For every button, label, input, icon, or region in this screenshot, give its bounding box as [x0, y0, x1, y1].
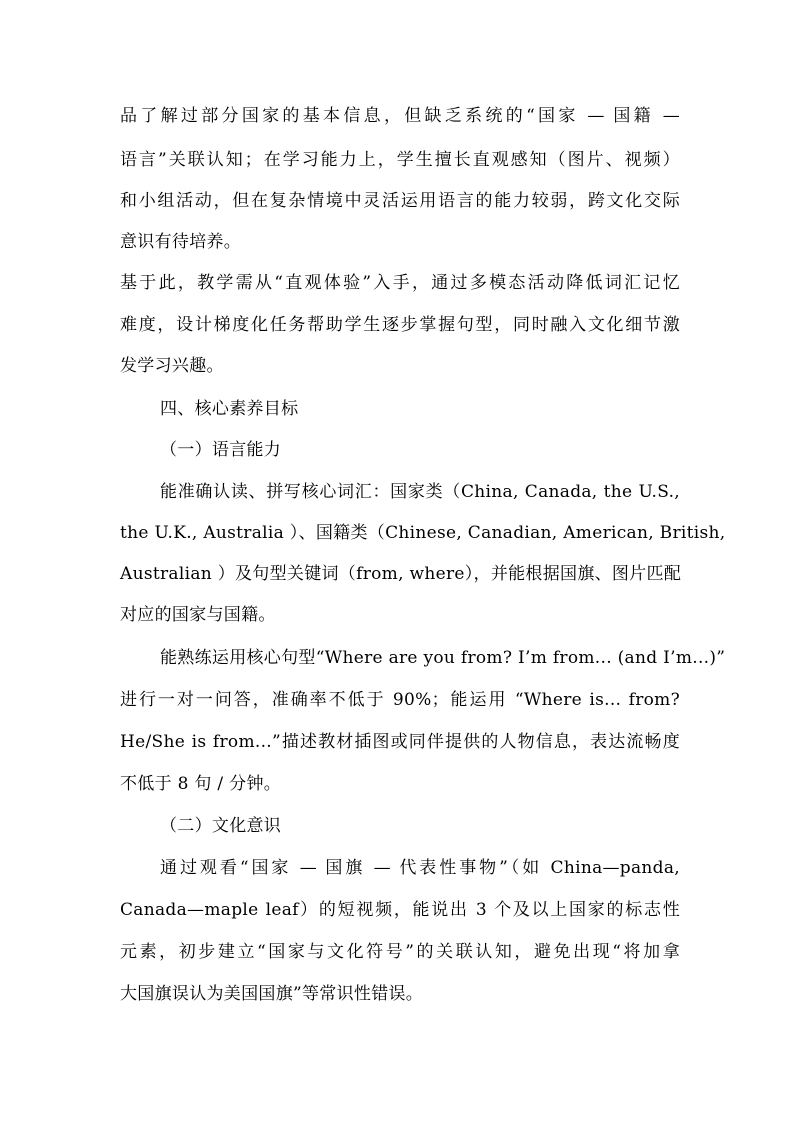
text-line: the U.K., Australia ）、国籍类（Chinese, Canadian, American, British, [120, 523, 726, 543]
text-line: 意识有待培养。 [120, 232, 242, 252]
text-line: 能准确认读、拼写核心词汇：国家类（China, Canada, the U.S., [160, 482, 680, 502]
text-line: 能熟练运用核心句型“Where are you from? I’m from... (and I’m...)” [160, 648, 726, 668]
text-line: 发学习兴趣。 [120, 356, 224, 376]
subsection-heading: （一）语言能力 [160, 440, 282, 460]
text-line: 元素，初步建立“国家与文化符号”的关联认知，避免出现“将加拿 [120, 942, 680, 962]
text-line: 难度，设计梯度化任务帮助学生逐步掌握句型，同时融入文化细节激 [120, 315, 680, 335]
text-line: 对应的国家与国籍。 [120, 605, 276, 625]
text-line: 通过观看“国家 — 国旗 — 代表性事物”（如 China—panda, [160, 858, 680, 878]
text-line: 语言”关联认知；在学习能力上，学生擅长直观感知（图片、视频） [120, 150, 680, 170]
text-line: 大国旗误认为美国国旗”等常识性错误。 [120, 984, 424, 1004]
subsection-heading: （二）文化意识 [160, 816, 282, 836]
text-line: Australian ）及句型关键词（from, where），并能根据国旗、图片匹配 [120, 564, 682, 584]
text-line: 和小组活动，但在复杂情境中灵活运用语言的能力较弱，跨文化交际 [120, 191, 680, 211]
text-line: 不低于 8 句 / 分钟。 [120, 774, 282, 794]
text-line: 基于此，教学需从“直观体验”入手，通过多模态活动降低词汇记忆 [120, 273, 680, 293]
text-line: 进行一对一问答，准确率不低于 90%；能运用 “Where is... from? [120, 690, 680, 710]
text-line: Canada—maple leaf）的短视频，能说出 3 个及以上国家的标志性 [120, 900, 680, 920]
text-line: He/She is from...”描述教材插图或同伴提供的人物信息，表达流畅度 [120, 732, 680, 752]
text-line: 品了解过部分国家的基本信息，但缺乏系统的“国家 — 国籍 — [120, 106, 680, 126]
section-heading: 四、核心素养目标 [160, 399, 299, 419]
